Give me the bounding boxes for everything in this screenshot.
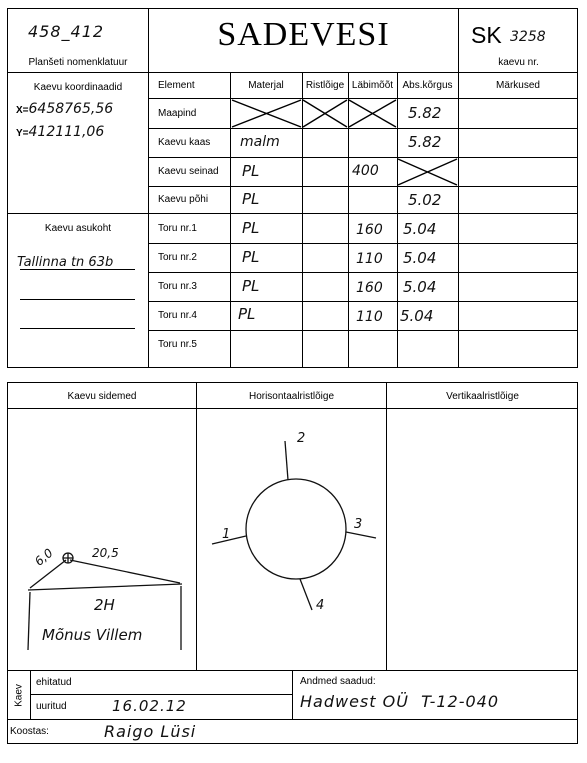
nomenclature-value: 458_412 [28,22,105,41]
section-divider-2 [386,382,387,670]
col-header-remarks: Märkused [496,80,540,91]
col-line-4 [397,72,398,368]
well-label: kaevu nr. [498,57,539,68]
row-label-toru-5: Toru nr.5 [158,339,197,350]
cell-abs-toru-3: 5.04 [403,278,437,296]
cell-diameter-seinad: 400 [352,163,379,179]
location-value: Tallinna tn 63b [17,255,114,270]
row-line-1 [148,128,578,129]
col-line-2 [302,72,303,368]
surveyed-label: uuritud [36,701,67,712]
tie-distance-right: 20,5 [92,546,119,560]
cell-abs-toru-1: 5.04 [403,220,437,238]
footer-side-label: Kaev [13,684,25,707]
col-header-diameter: Läbimõõt [351,80,394,91]
coord-x [16,100,113,117]
row-label-toru-1: Toru nr.1 [158,223,197,234]
cell-material-toru-2: PL [242,248,260,266]
well-prefix: SK [471,22,502,48]
cell-diameter-toru-3: 160 [356,280,383,296]
row-line-5 [148,243,578,244]
col-header-element: Element [158,80,195,91]
location-line-2 [20,299,135,300]
row-label-kaevu-seinad: Kaevu seinad [158,166,219,177]
cell-diameter-toru-2: 110 [356,251,383,267]
compiler-value: Raigo Lüsi [104,722,197,741]
coord-y-value: 412111,06 [28,124,105,140]
cell-abs-kaas: 5.82 [408,133,442,151]
row-line-7 [148,301,578,302]
col-line-3 [348,72,349,368]
location-label: Kaevu asukoht [44,223,112,234]
pipe-label-4: 4 [316,598,325,613]
well-number: 3258 [510,29,546,45]
built-label: ehitatud [36,677,72,688]
col-line-5 [458,72,459,368]
row-line-2 [148,157,578,158]
footer-mid-divider [292,670,293,719]
cell-abs-maapind: 5.82 [408,104,442,122]
col-header-material: Materjal [248,80,284,91]
row-label-maapind: Maapind [158,108,197,119]
cell-diameter-toru-1: 160 [356,222,383,238]
cell-material-seinad: PL [242,162,260,180]
row-line-6 [148,272,578,273]
row-line-3 [148,186,578,187]
location-line-1 [20,269,135,270]
row-label-toru-2: Toru nr.2 [158,252,197,263]
cell-material-kaas: malm [240,134,280,150]
coord-x-prefix: X= [16,105,29,116]
cell-material-pohi: PL [242,190,260,208]
coord-y [16,123,104,140]
cell-abs-toru-2: 5.04 [403,249,437,267]
sections-header-line [7,408,578,409]
cell-abs-toru-4: 5.04 [400,307,434,325]
cell-material-toru-4: PL [238,305,256,323]
pipe-label-1: 1 [222,527,231,542]
pipe-label-3: 3 [354,517,363,532]
col-header-cross-section: Ristlõige [305,80,345,91]
row-label-toru-4: Toru nr.4 [158,310,197,321]
row-line-4 [148,213,578,214]
footer-mid-line [30,694,292,695]
surveyed-value: 16.02.12 [112,697,187,715]
cell-diameter-toru-4: 110 [356,309,383,325]
coords-label: Kaevu koordinaadid [33,82,123,93]
col-header-abs-height: Abs.kõrgus [402,80,453,91]
header-bottom-line [7,72,578,73]
pipe-label-2: 2 [297,431,306,446]
nomenclature-label: Planšeti nomenklatuur [28,57,128,68]
section-title-vertical: Vertikaalristlõige [446,391,519,402]
section-divider-1 [196,382,197,670]
coord-x-value: 6458765,56 [28,101,114,117]
cell-abs-pohi: 5.02 [408,191,442,209]
footer-side-divider [30,670,31,719]
footer-bottom-line [7,719,578,720]
page-title: SADEVESI [217,16,390,53]
cell-material-toru-1: PL [242,219,260,237]
tie-distance-left: 6,0 [32,545,56,569]
row-line-8 [148,330,578,331]
coord-y-prefix: Y= [16,128,29,139]
cell-material-toru-3: PL [242,277,260,295]
header-divider-left [148,8,149,368]
source-label: Andmed saadud: [300,676,376,687]
row-label-kaevu-kaas: Kaevu kaas [158,137,211,148]
coords-location-divider [7,213,148,214]
building-number: 2H [94,596,115,614]
section-title-horizontal: Horisontaalristlõige [248,391,335,402]
row-label-kaevu-pohi: Kaevu põhi [158,194,209,205]
building-name: Mõnus Villem [42,626,143,644]
row-line-h [148,98,578,99]
location-line-3 [20,328,135,329]
source-value: Hadwest OÜ T-12-040 [300,692,500,711]
col-line-1 [230,72,231,368]
row-label-toru-3: Toru nr.3 [158,281,197,292]
section-title-ties: Kaevu sidemed [67,391,137,402]
compiler-label: Koostas: [10,726,49,737]
